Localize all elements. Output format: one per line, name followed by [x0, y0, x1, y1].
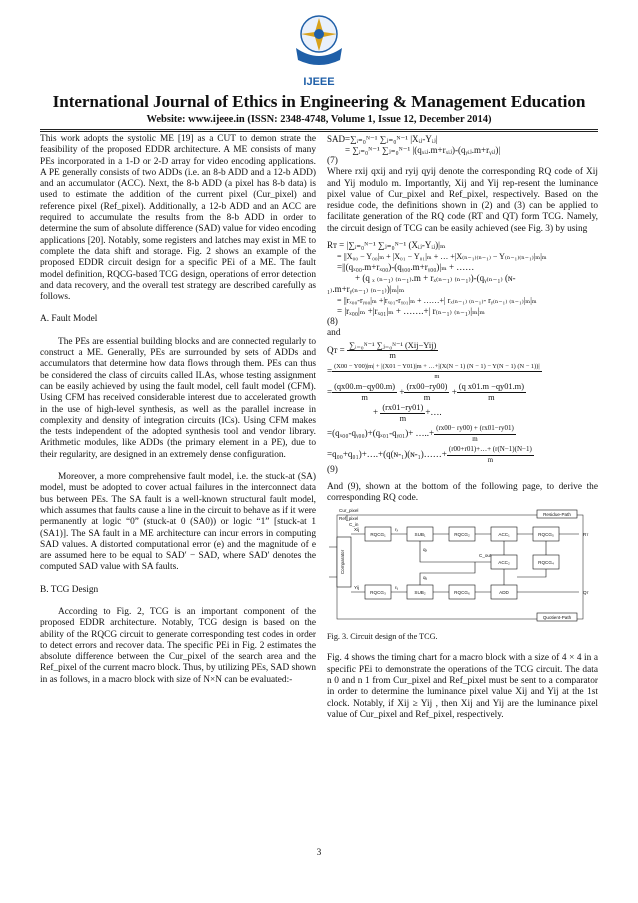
- block-sub2: SUB₂: [414, 590, 426, 596]
- label-cur-pixel: Cur_pixel: [339, 508, 359, 514]
- logo-emblem: [296, 16, 342, 65]
- paragraph: The PEs are essential building blocks and are connected regularly to construct a ME. Generally, PEs are surrounded by sets of ADDs and accumulators that determine how data flows through them. PEs can thus be considered the class of circuits called ILAs, whose testing assignment can be easily achieved by using the fault model, cell fault model (CFM). Using CFM has received considerable interest due to accelerated growth in the use of high-level synthesis, as well as the parallel increase in complexity and density of integration circuits (ICs). Using CFM makes the tests independent of the adopted synthesis tool and vendor library. Arithmetic modules, like ADDs (the primary element in a PE), due to their regularity, are designed in an extremely dense configuration.: [40, 336, 316, 460]
- label-cout: C_out: [479, 553, 492, 559]
- equation-8-line: = ||X₀₀ − Y₀₀|ₘ + |X₀₁ − Y₀₁|ₘ + … +|X₍ₙ₋₁₎₍ₙ₋₁₎ − Y₍ₙ₋₁₎₍ₙ₋₁₎|ₘ|ₘ: [337, 252, 547, 262]
- block-rqcg-mid: RQCG₄: [538, 560, 554, 566]
- block-add: ADD: [499, 590, 509, 596]
- equation-7-line: = ∑ᵢ₌₀ᴺ⁻¹ ∑ⱼ₌₀ᴺ⁻¹ |(qₓᵢⱼ.m+rₓᵢⱼ)-(qᵧᵢⱼ.m+rᵧᵢⱼ)|: [345, 145, 501, 155]
- fraction-denominator: m: [487, 455, 494, 464]
- block-sub1: SUB₁: [414, 532, 426, 538]
- paragraph: Where rxij qxij and ryij qyij denote the corresponding RQ code of Xij and Yij modulo m. Importantly, Xij and Yij rep-resent the luminance pixel value of Cur_pixel and Ref_pixel, respectively. Based on the residue code, the definitions shown in (2) and (3) can be applied to facilitate generation of the RQ code (RT and QT) form TCG. Namely, the circuit design of TCG can be easily achieved (see Fig. 3) by using: [327, 167, 598, 234]
- journal-subtitle: Website: www.ijeee.in (ISSN: 2348-4748, Volume 1, Issue 12, December 2014): [146, 114, 492, 125]
- equation-9-line: [327, 340, 598, 361]
- equation-number: (7): [327, 156, 338, 166]
- label-output-rt: Rᴛ: [583, 532, 589, 538]
- journal-logo: [290, 8, 348, 90]
- equation-8-line: = |rₓ₀₀|ₘ +|rₓ₀₁|ₘ + …….+| r₍ₙ₋₁₎ ₍ₙ₋₁₎|ₘ|ₘ: [337, 306, 485, 317]
- paragraph: And (9), shown at the bottom of the following page, to derive the corresponding RQ code.: [327, 481, 598, 503]
- fraction-numerator: (qx00.m−qy00.m): [334, 382, 396, 392]
- ellipsis: +….: [425, 407, 442, 418]
- header-rule-2: [40, 131, 598, 132]
- logo-text: IJEEE: [303, 76, 335, 88]
- section-heading-tcg-design: B. TCG Design: [40, 584, 99, 595]
- paragraph: and: [327, 328, 341, 339]
- fraction: [457, 382, 526, 402]
- fraction-denominator: m: [389, 351, 396, 361]
- label-yij: Yij: [354, 585, 359, 591]
- fraction-denominator: m: [434, 373, 440, 381]
- block-acc1: ACC₁: [498, 532, 510, 538]
- label-quotient-path: Quotient-Path: [542, 615, 572, 621]
- block-acc2: ACC₂: [498, 560, 510, 566]
- figure-3-circuit: [327, 507, 598, 631]
- equation-8-line: ₁₎.m+rᵧ₍ₙ₋₁₎ ₍ₙ₋₁₎)|ₘ|ₘ: [327, 284, 405, 295]
- label-residue-path: Residue-Path: [543, 512, 571, 518]
- equation-9-line: = $\frac{(qx00.m-qy00.m)}{m}$ + $\frac{(rx00-ry00)}{m}$ + $\frac{\text{(q x01.m −qy01.m)}}{m}$: [327, 382, 524, 402]
- label-output-qt: Qᴛ: [583, 590, 589, 596]
- right-column: [327, 134, 598, 721]
- label-qx: qₓ: [423, 547, 428, 553]
- fraction-denominator: m: [361, 392, 368, 402]
- block-rqcg-q: RQCG₆: [454, 590, 470, 596]
- equation-text: =(qₓ₀₀-qᵧ₀₀)+(qₓ₀₁-qᵧ₀₁)+ …..+: [327, 428, 435, 439]
- journal-title: International Journal of Ethics in Engineering & Management Education: [52, 92, 586, 111]
- block-rqcg2: RQCG₂: [454, 532, 470, 538]
- fraction: [347, 341, 438, 361]
- label-rx: rₓ: [395, 527, 399, 533]
- label-ref-pixel: Ref_pixel: [339, 516, 359, 522]
- block-rqcg-out: RQCG₅: [538, 532, 554, 538]
- paragraph: According to Fig. 2, TCG is an important component of the proposed EDDR architecture. Notably, TCG design is based on the ability of the RQCG circuit to generate corresponding test codes in order to detect errors and recover data. The specific PEi in Fig. 2 estimates the absolute difference between the Cur_pixel of the search area and the Ref_pixel of the current macro block. Thus, by utilizing PEs, SAD shown in as follows, in a macro block with size of N×N can be evaluated:-: [40, 606, 316, 685]
- fraction-numerator: (rx00− ry00) + (rx01−ry01): [434, 424, 516, 435]
- equation-9-line: [327, 444, 598, 465]
- equation-text: =q₀₀+q₀₁)+….+(q(ɴ-₁)(ɴ-₁)……+: [327, 449, 447, 460]
- fraction-denominator: m: [399, 413, 407, 423]
- page-number: 3: [316, 848, 322, 858]
- label-xij: Xij: [354, 527, 360, 533]
- fraction-denominator: m: [423, 392, 431, 402]
- equation-7-line: SAD=∑ᵢ₌₀ᴺ⁻¹ ∑ⱼ₌₀ᴺ⁻¹ |Xᵢⱼ-Yᵢⱼ|: [327, 134, 438, 144]
- paragraph: Fig. 4 shows the timing chart for a macro block with a size of 4 × 4 in a specific PEi to demonstrate the operations of the TCG circuit. The data n 0 and n 1 from Cur_pixel and Ref_pixel must be sent to a comparator in order to determine the luminance pixel value Xij and Yij at the 1st clock. Notably, if Xij ≥ Yij , then Xij and Yij are the luminance pixel value of Cur_pixel and Ref_pixel, respectively.: [327, 653, 598, 720]
- equation-number: (8): [327, 317, 338, 328]
- block-rqcg1: RQCG₁: [370, 532, 386, 538]
- fraction-numerator: ∑ᵢ₌₀ᴺ⁻¹ ∑ⱼ₌₀ᴺ⁻¹ (Xij−Yij): [349, 340, 437, 350]
- fraction: [447, 445, 534, 465]
- equation-8-line: =||(qₓ₀₀.m+rₓ₀₀)-(qᵧ₀₀.m+rᵧ₀₀)|ₘ + ……: [337, 262, 475, 273]
- paragraph: Moreover, a more comprehensive fault model, i.e. the stuck-at (SA) model, must be adopted to cover actual failures in the interconnect data bus between PEs. The SA fault is a well-known structural fault model, which assumes that faults cause a line in the circuit to behave as if it were permanently at logic “0” (stuck-at 0 (SA0)) or logic “1” [stuck-at 1 (SA1)]. The SA fault in a ME architecture can incur errors in computing SAD values. A distorted computational error (e) and the magnitude of e are assumed here to be equal to SAD′ − SAD, where SAD′ denotes the computed SAD value with SA faults.: [40, 472, 316, 573]
- fraction: [332, 382, 397, 402]
- fraction-denominator: m: [488, 392, 495, 402]
- label-ry: rᵧ: [395, 585, 399, 591]
- equation-8-line: Rᴛ = |∑ᵢ₌₀ᴺ⁻¹ ∑ⱼ₌₀ᴺ⁻¹ (Xᵢⱼ-Yᵢⱼ)|ₘ: [327, 240, 446, 251]
- figure-3-labels: [339, 508, 590, 620]
- block-rqcg3: RQCG₃: [370, 590, 386, 596]
- fraction: [380, 403, 425, 423]
- header-rule: [40, 129, 598, 130]
- fraction-denominator: m: [472, 434, 478, 443]
- fraction-numerator: (rx01−ry01): [382, 403, 424, 413]
- section-heading-fault-model: A. Fault Model: [40, 314, 98, 325]
- fraction-numerator: (q x01.m −qy01.m): [458, 382, 524, 392]
- equation-9-line: + $\frac{(rx01-ry01)}{m}$ +….: [373, 403, 442, 423]
- paragraph: This work adopts the systolic ME [19] as a CUT to demon strate the feasibility of the proposed EDDR architecture. A ME consists of many PEs incorporated in a 1-D or 2-D array for video encoding applications. A PE generally consists of two ADDs (i.e. an 8-b ADD and a 12-b ADD) and an accumulator (ACC). Next, the 8-b ADD (a pixel has 8-b data) is used to estimate the addition of the current pixel (Cur_pixel) and reference pixel (Ref_pixel). Additionally, a 12-b ADD and an ACC are required to accumulate the results from the 8-b ADD in order to determine the sum of absolute difference (SAD) value for video encoding applications [20]. Notably, some registers and latches may exist in ME to complete the data shift and storage. Fig. 2 shows an example of the proposed EDDR circuit design for a specific PEi of a ME. The fault model definition, RQCG-based TCG design, operations of error detection and data recovery, and the overall test strategy are described carefully as follows.: [40, 134, 316, 303]
- fraction-numerator: (rx00−ry00): [406, 382, 448, 392]
- label-comparator: Comparator: [340, 550, 345, 575]
- left-column: [40, 134, 316, 686]
- fraction-numerator: (r00+r01)+…+ (r(N−1)(N−1): [447, 445, 534, 456]
- label-qy: qᵧ: [423, 575, 428, 581]
- fraction: [332, 362, 542, 382]
- equation-number: (9): [327, 465, 338, 476]
- label-cin: C_in: [349, 522, 359, 528]
- fraction: [434, 424, 516, 444]
- figure-3-caption: Fig. 3. Circuit design of the TCG.: [327, 632, 438, 642]
- fraction: [404, 382, 449, 402]
- equation-8-line: + (q ₓ ₍ₙ₋₁₎ ₍ₙ₋₁₎.m + rₓ₍ₙ₋₁₎ ₍ₙ₋₁₎)-(qᵧ₍ₙ₋₁₎ (ɴ-: [355, 273, 516, 284]
- fraction-numerator: (X00 − Y00)|m| + |(X01 − Y01)|m + …+|(X(N − 1) (N − 1) − Y(N − 1) (N − 1))|: [332, 362, 542, 373]
- qt-label: Qᴛ =: [327, 344, 345, 355]
- equation-9-line: = (X00 − Y00)|m| + |(X01 − Y01)|m + …+|(X(N − 1) (N − 1) − Y(N − 1) (N − 1))| m: [327, 362, 540, 381]
- equation-8-line: = ||rₓ₀₀-rᵧ₀₀|ₘ +|rₓ₀₁-rᵧ₀₁|ₘ + ……+| rₓ₍ₙ₋₁₎ ₍ₙ₋₁₎- rᵧ₍ₙ₋₁₎ ₍ₙ₋₁₎|ₘ|ₘ: [337, 296, 537, 306]
- equation-9-line: [327, 423, 598, 444]
